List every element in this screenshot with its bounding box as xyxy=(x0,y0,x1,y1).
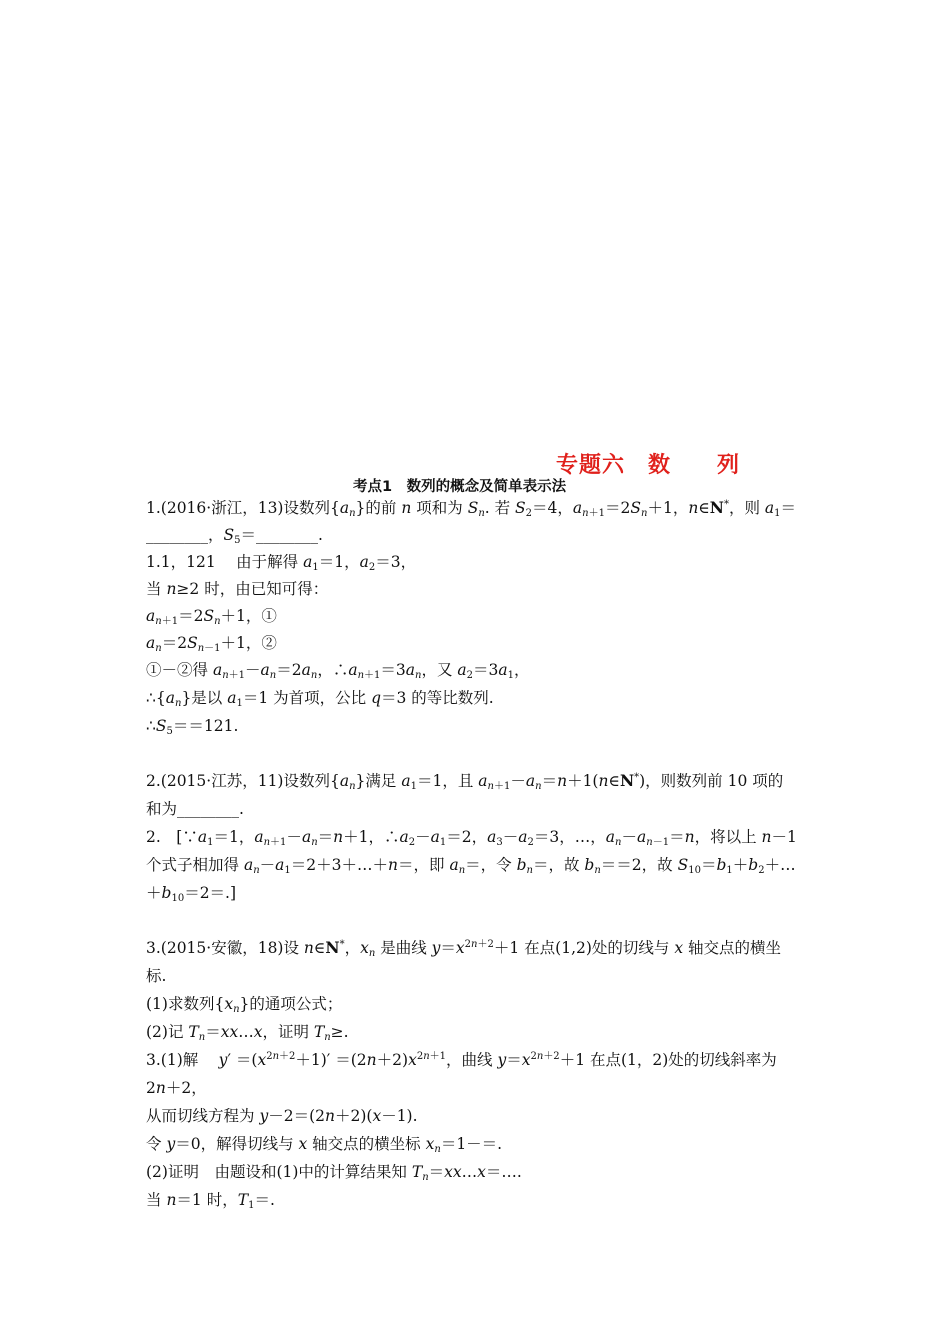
text-line: 当 n≥2 时，由已知可得： xyxy=(146,580,329,598)
chapter-title: 专题六 数 列 xyxy=(556,453,741,478)
text-line: 2. [$\because a_1=1$，$a_{n+1}-a_n=n+1$，$\therefore a_2-a_1=2$，$a_3-a_2=3$，…，$a_n-a_{n-1}=n$，将以上 n－1 xyxy=(146,828,797,848)
text-line: $a_{n+1}=2S_n+1$，① xyxy=(146,607,277,627)
text-line: 个式子相加得 $a_n-a_1=2+3+\dots+n=$，即 $a_n=$，令 $b_n=$，故 $b_n==2$，故 $S_{10}=b_1+b_2+\dots$ xyxy=(146,856,796,876)
text-line: 3.(2015·安徽，18)设 n∈N*，$x_n$ 是曲线 $y=x^{2n+2}+1$ 在点(1,2)处的切线与 x 轴交点的横坐 xyxy=(146,938,782,959)
text-line: $\therefore\{a_n\}$是以 $a_1=1$ 为首项，公比 q＝3 的等比数列. xyxy=(146,689,494,709)
text-line: $\therefore S_5==121$. xyxy=(146,717,239,737)
text-line: 标. xyxy=(146,967,167,985)
text-line: 令 y＝0，解得切线与 x 轴交点的横坐标 $x_n=1-=$. xyxy=(146,1135,503,1155)
text-line: 1.(2016·浙江，13)设数列$\{a_n\}$的前 n 项和为 $S_n$. 若 $S_2=4$，$a_{n+1}=2S_n+1$，n∈N*，则 $a_1=$ xyxy=(146,498,797,519)
text-line: 和为________. xyxy=(146,800,244,818)
text-line: (2)证明 由题设和(1)中的计算结果知 $T_n=xx\dots x=\dots$. xyxy=(146,1163,522,1183)
text-line: ________，$S_5=\_\_\_\_\_\_\_\_$. xyxy=(146,526,323,546)
text-line: 3.(1)解 $y' =(x^{2n+2}+1)' =(2n+2)x^{2n+1}$，曲线 $y=x^{2n+2}+1$ 在点(1，2)处的切线斜率为 xyxy=(146,1051,777,1069)
text-line: $a_n=2S_{n-1}+1$，② xyxy=(146,634,277,654)
text-line: 1.1，121 由于解得 $a_1=1$，$a_2=3$， xyxy=(146,553,417,573)
text-line: 2.(2015·江苏，11)设数列$\{a_n\}$满足 $a_1=1$，且 $a_{n+1}-a_n=n+1(n\in N^*)$，则数列前 10 项的 xyxy=(146,771,784,792)
text-line: (2)记 $T_n=xx\dots x$，证明 $T_n\ge$. xyxy=(146,1023,349,1043)
section-subtitle: 考点1 数列的概念及简单表示法 xyxy=(353,479,567,495)
text-line: 2n＋2， xyxy=(146,1079,207,1097)
text-line: 当 n＝1 时，$T_1=$. xyxy=(146,1191,275,1211)
text-line: 从而切线方程为 y－2＝(2n＋2)(x－1). xyxy=(146,1107,418,1125)
text-line: $+b_{10}=2=$.] xyxy=(146,884,237,904)
text-line: (1)求数列$\{x_n\}$的通项公式； xyxy=(146,995,343,1015)
text-line: ①－②得 $a_{n+1}-a_n=2a_n$，$\therefore a_{n+1}=3a_n$，又 $a_2=3a_1$， xyxy=(146,661,530,681)
